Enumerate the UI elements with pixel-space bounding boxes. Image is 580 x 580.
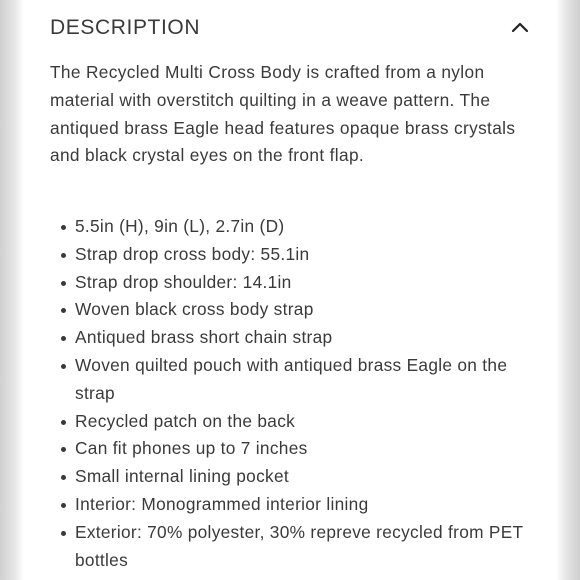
bullet-icon (61, 364, 66, 369)
feature-item (75, 352, 535, 408)
feature-item (75, 296, 535, 324)
feature-text: Strap drop cross body: 55.1in (75, 243, 310, 264)
bullet-icon (61, 447, 66, 452)
feature-text: Recycled patch on the back (75, 410, 296, 431)
feature-text: Can fit phones up to 7 inches (75, 438, 308, 459)
feature-item (75, 408, 535, 436)
bullet-icon (61, 253, 66, 258)
bullet-icon (61, 531, 66, 536)
bullet-icon (61, 420, 66, 425)
feature-text: Exterior: 70% polyester, 30% repreve recycled from PET bottles (75, 521, 524, 570)
feature-item (75, 463, 535, 491)
feature-item (75, 241, 535, 269)
bullet-icon (61, 336, 66, 341)
feature-item (75, 213, 535, 241)
feature-text: Woven quilted pouch with antiqued brass Eagle on the strap (75, 354, 508, 403)
feature-item (75, 435, 535, 463)
bullet-icon (61, 225, 66, 230)
feature-text: Antiqued brass short chain strap (75, 327, 333, 348)
feature-text: 5.5in (H), 9in (L), 2.7in (D) (75, 216, 285, 236)
chevron-up-icon[interactable] (510, 18, 530, 38)
product-description: The Recycled Multi Cross Body is crafted from a nylon material with overstitch quilting in a weave pattern. The antiqued brass Eagle head features opaque brass crystals and black crystal eyes on the front flap. (50, 62, 516, 166)
description-panel (24, 0, 556, 580)
feature-text: Small internal lining pocket (75, 466, 289, 487)
feature-item (75, 491, 535, 519)
bullet-icon (61, 281, 66, 286)
bullet-icon (61, 475, 66, 480)
bullet-icon (61, 308, 66, 313)
accordion-header[interactable] (50, 14, 530, 42)
bullet-icon (61, 503, 66, 508)
section-title: DESCRIPTION (50, 16, 201, 39)
feature-item (75, 269, 535, 297)
feature-item (75, 519, 535, 575)
feature-text: Strap drop shoulder: 14.1in (75, 271, 292, 292)
feature-item (75, 324, 535, 352)
feature-text: Woven black cross body strap (75, 299, 314, 320)
feature-text: Interior: Monogrammed interior lining (75, 493, 369, 514)
feature-list (75, 213, 535, 574)
